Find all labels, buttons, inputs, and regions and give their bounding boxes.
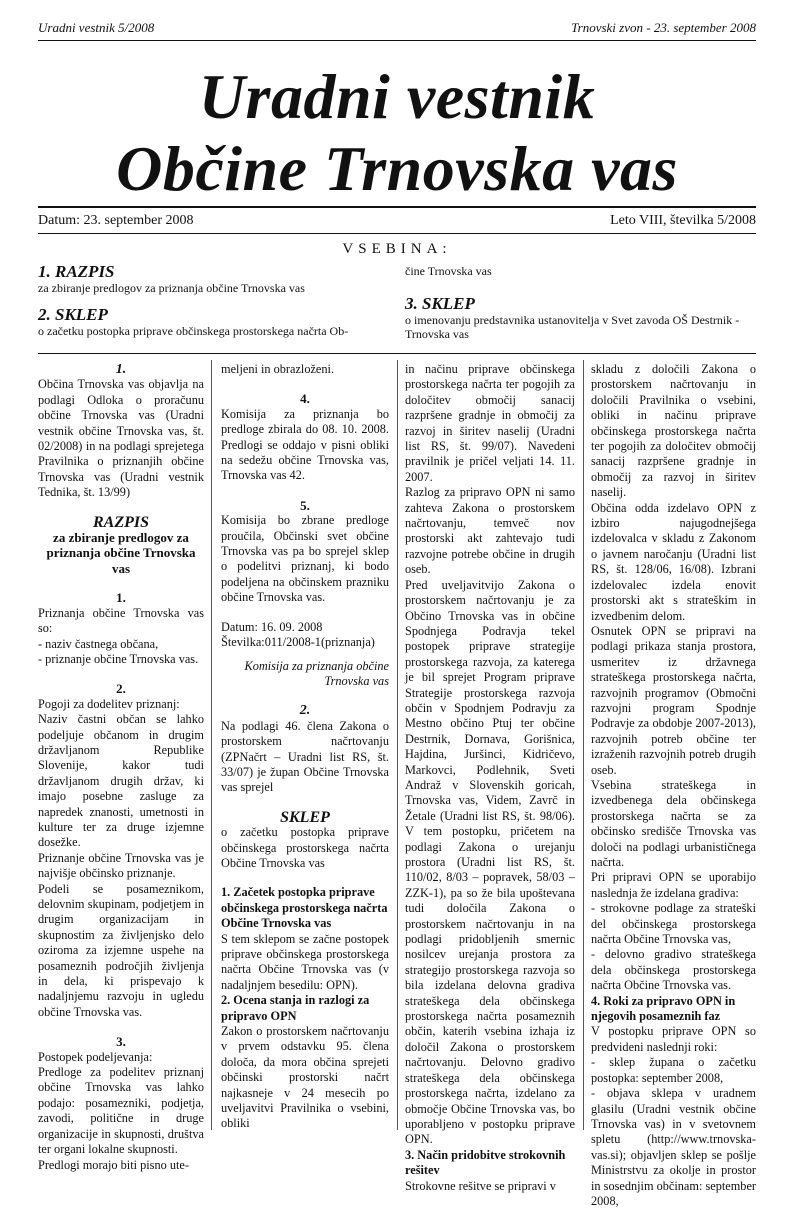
running-header-right: Trnovski zvon - 23. september 2008 [571, 20, 756, 35]
list-item: - delovno gradivo strateškega dela občinskega prostorskega načrta Občine Trnovska vas. [591, 947, 756, 993]
list-item: - priznanje občine Trnovska vas. [38, 651, 199, 666]
paragraph: Razlog za pripravo OPN ni samo zahteva Zakona o prostorskem načrtovanju, temveč nov prostorski akt zahtevajo tudi razvojne potrebe občine in drugih oseb. [405, 485, 575, 577]
toc-item-title: 2. SKLEP [38, 305, 108, 324]
paragraph: Pred uveljavitvijo Zakona o prostorskem načrtovanju je za Občino Trnovska vas in občine Spodnjega Podravja tekel postopek priprave strategije prostorskega razvoja, za katerega je bil sprejet Program priprave Strategije prostorskega razvoja občin v Spodnjem Podravju za Mestno občino Ptuj ter občine Destrnik, Dornava, Gorišnica, Hajdina, Juršinci, Kidričevo, Markovci, Podlehnik, Sveti Andraž v Slovenskih goricah, Trnovska vas, Videm, Zavrč in Žetale (Uradni list RS, št. 98/06). V tem postopku, pričetem na podlagi Zakona o urejanju prostora (Uradni list RS, št. 110/02, 8/03 – popravek, 58/03 – ZZK-1), pa so že bila upoštevana tudi določila Zakona o prostorskem načrtovanju in na podlagi pridobljenih smernic nosilcev urejanja prostora za strategijo prostorskega razvoja so bila izdelana delovna gradiva strateškega dela občinskega prostorskega načrta posameznih občin, katerih vsebina izhaja iz določil Zakona o prostorskem načrtovanju. Delovno gradivo strateškega dela občinskega prostorskega načrta, izdelano za območje Občine Trnovska vas, bo uporabljeno v postopku priprave OPN. [405, 577, 575, 1147]
signature-line: Trnovska vas [324, 673, 389, 688]
paragraph: Pri pripravi OPN se uporabijo naslednja že izdelana gradiva: [591, 870, 756, 900]
razpis-heading: RAZPIS [92, 513, 149, 531]
list-item: - sklep župana o začetku postopka: september 2008, [591, 1055, 756, 1085]
paragraph: Priznanja občine Trnovska vas so: [38, 605, 204, 636]
document-number: 1. [115, 362, 127, 377]
signature-line: Komisija za priznanja občine [244, 658, 389, 673]
column-3 [405, 362, 575, 1194]
sklep-subheading: o začetku postopka priprave občinskega prostorskega načrta Občine Trnovska vas [221, 825, 389, 870]
paragraph: meljeni in obrazloženi. [221, 362, 335, 376]
paragraph: Postopek podeljevanja: [38, 1049, 153, 1064]
toc-item-title: 3. SKLEP [405, 294, 475, 313]
document-date: Datum: 16. 09. 2008 [221, 619, 323, 634]
paragraph: Komisija bo zbrane predloge proučila, Občinski svet občine Trnovska vas pa bo sprejel sklep o podelitvi priznanj, ki bodo podeljena na občinskem prazniku občine Trnovska vas. [221, 513, 389, 605]
article-heading: 1. Začetek postopka priprave občinskega prostorskega načrta Občine Trnovska vas [221, 885, 388, 931]
column-4 [591, 362, 756, 1209]
toc-right [405, 264, 756, 341]
toc-item-text-continued: čine Trnovska vas [405, 264, 492, 278]
article-heading: 2. Ocena stanja in razlogi za pripravo OPN [221, 993, 370, 1023]
masthead-title-line1: Uradni vestnik [198, 61, 596, 132]
paragraph: Vsebina strateškega in izvedbenega dela občinskega prostorskega načrta se za občinsko središče Trnovska vas določi na podlagi urbanističnega načrta. [591, 777, 756, 869]
paragraph: Predloge za podelitev priznanj občine Trnovska vas lahko podajo: posamezniki, podjetja, zavodi, politične in druge organizacije in skupnosti, društva ter organi lokalne skupnosti. [38, 1065, 204, 1157]
column-1 [38, 362, 204, 1173]
section-number: 2. [116, 681, 126, 697]
paragraph: Strokovne rešitve se pripravi v [405, 1178, 556, 1193]
section-number: 5. [300, 497, 310, 513]
paragraph: Podeli se posameznikom, delovnim skupinam, podjetjem in drugim organizacijam in skupnostim za življenjsko delo oziroma za izjemne uspehe na posameznih področjih življenja in dela, ki prispevajo k nadaljnjemu razvoju in ugledu občine Trnovska vas. [38, 881, 204, 1019]
paragraph: in načinu priprave občinskega prostorskega načrta ter pogojih za določitev območij sanacij razpršene gradnje in območij za razvoj in širitev naselij (Uradni list RS, št. 99/07). Navedeni pravilnik je pričel veljati 14. 11. 2007. [405, 362, 575, 484]
column-2 [221, 362, 389, 1132]
issue-date: Datum: 23. september 2008 [38, 213, 194, 228]
sklep-heading: SKLEP [280, 808, 330, 826]
paragraph: Na podlagi 46. člena Zakona o prostorskem načrtovanju (ZPNačrt – Uradni list RS, št. 33/07) je župan Občine Trnovska vas sprejel [221, 718, 389, 795]
paragraph: Predlogi morajo biti pisno ute- [38, 1157, 189, 1172]
header-rule [38, 40, 756, 41]
paragraph: Priznanje občine Trnovska vas je najvišje občinsko priznanje. [38, 850, 204, 881]
column-divider [583, 360, 584, 1130]
paragraph: Občina odda izdelavo OPN z izbiro najugodnejšega izdelovalca v skladu z Zakonom o javnem naročanju (Uradni list RS, št. 128/06, 16/08). Izbrani izdelovalec izdela enovit prostorski akt s strateškim in izvedbenim delom. [591, 500, 756, 623]
article-heading: 4. Roki za pripravo OPN in njegovih posameznih faz [591, 993, 736, 1024]
list-item: - strokovne podlage za strateški del občinskega prostorskega načrta Občine Trnovska vas, [591, 901, 756, 947]
issue-number: Leto VIII, številka 5/2008 [610, 213, 756, 228]
toc-item-text: o začetku postopka priprave občinskega prostorskega načrta Ob- [38, 324, 349, 338]
section-number: 4. [300, 391, 310, 407]
paragraph: V postopku priprave OPN so predvideni naslednji roki: [591, 1024, 756, 1054]
meta-rule [38, 233, 756, 234]
masthead-title-line2: Občine Trnovska vas [116, 133, 678, 204]
paragraph: Zakon o prostorskem načrtovanju v prvem odstavku 95. člena določa, da mora občina sprejeti občinski prostorski načrt najkasneje v 24 mesecih po uveljavitvi Pravilnika o vsebini, obliki [221, 1024, 389, 1131]
paragraph: Komisija za priznanja bo predloge zbirala do 08. 10. 2008. Predlogi se oddajo v pisni obliki na sedežu občine Trnovska vas, Trnovska vas 42. [221, 406, 389, 483]
toc-heading: VSEBINA: [342, 241, 452, 257]
list-item: - objava sklepa v uradnem glasilu (Uradni vestnik občine Trnovska vas) in v svetovnem spletu (http://www.trnovska-vas.si); objavljen sklep se pošlje Ministrstvu za okolje in prostor in sosednjim občinam: september 2008, [591, 1086, 756, 1208]
toc-item-title: 1. RAZPIS [38, 262, 115, 281]
section-number: 1. [116, 590, 126, 606]
toc-item-text: za zbiranje predlogov za priznanja občine Trnovska vas [38, 281, 305, 295]
paragraph: Občina Trnovska vas objavlja na podlagi Odloka o proračunu občine Trnovska vas (Uradni vestnik občine Trnovska vas, št. 02/2008) in na podlagi sprejetega Pravilnika o priznanjih občine Trnovska vas (Uradni vestnik Tednika, št. 13/99) [38, 377, 204, 500]
paragraph: Naziv častni občan se lahko podeljuje občanom in drugim državljanom Republike Slovenije, kakor tudi državljanom drugih držav, ki imajo posebne zasluge za napredek znanosti, umetnosti in kulture ter za druge izjemne dosežke. [38, 712, 204, 850]
paragraph: Pogoji za dodelitev priznanj: [38, 696, 180, 711]
paragraph: skladu z določili Zakona o prostorskem načrtovanju in določili Pravilnika o vsebini, obliki in načinu priprave občinskega prostorskega načrta ter pogojih za določitev območij sanacij razpršene gradnje in območij za razvoj in širitev naselij. [591, 362, 756, 500]
razpis-subheading: za zbiranje predlogov za priznanja občine Trnovska vas [46, 530, 196, 576]
toc-item-text: o imenovanju predstavnika ustanovitelja v Svet zavoda OŠ Destrnik - Trnovska vas [405, 313, 740, 341]
article-heading: 3. Način pridobitve strokovnih rešitev [405, 1147, 566, 1178]
column-divider [397, 360, 398, 1130]
paragraph: Osnutek OPN se pripravi na podlagi prikaza stanja prostora, usmeritev iz državnega strateškega prostorskega načrta, razvojnih programov (Območni razvojni program Spodnje Podravje za obdobje 2007-2013), razvojnih potreb občine ter izraženih razvojnih potreb drugih oseb. [591, 623, 756, 777]
masthead-rule [38, 206, 756, 208]
column-divider [211, 360, 212, 1130]
section-number: 3. [116, 1034, 126, 1050]
document-number: 2. [299, 703, 311, 719]
document-reference: Številka:011/2008-1(priznanja) [221, 635, 375, 650]
toc-rule [38, 353, 756, 354]
paragraph: S tem sklepom se začne postopek priprave občinskega prostorskega načrta Občine Trnovska vas (v nadaljnjem besedilu: OPN). [221, 931, 389, 992]
list-item: - naziv častnega občana, [38, 636, 159, 651]
toc-left [38, 262, 390, 338]
running-header-left: Uradni vestnik 5/2008 [38, 20, 155, 35]
